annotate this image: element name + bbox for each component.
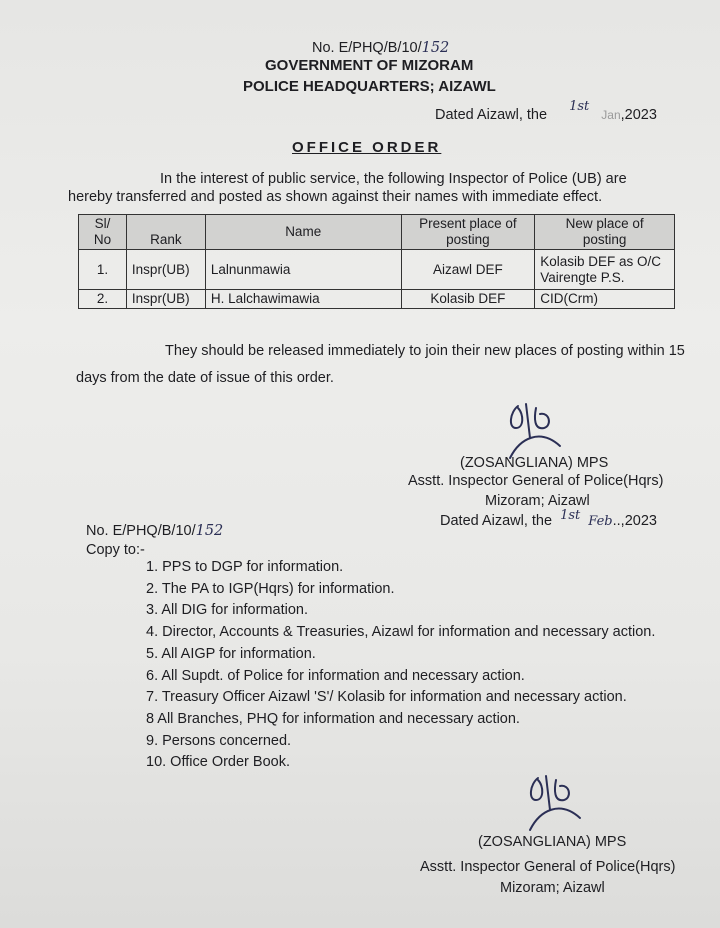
signatory1-date-month-handwritten: Feb [588, 514, 613, 529]
row1-new-line1: Kolasib DEF as O/C [540, 253, 662, 269]
signatory2-designation: Asstt. Inspector General of Police(Hqrs) [420, 859, 676, 875]
signatory2-name: (ZOSANGLIANA) MPS [478, 834, 627, 850]
signatory1-date-prefix: Dated Aizawl, the [440, 513, 553, 529]
copy-reference-number [86, 522, 223, 540]
order-date-prefix: Dated Aizawl, the [435, 107, 548, 123]
header-sl-line2: No [93, 232, 112, 247]
copy-to-heading: Copy to:- [86, 542, 145, 558]
table-row [79, 250, 675, 290]
row1-sl: 1. [79, 250, 127, 290]
release-paragraph-line1: They should be released immediately to join their new places of posting within 15 [165, 343, 685, 359]
list-item: 5. All AIGP for information. [146, 645, 316, 662]
signatory1-name: (ZOSANGLIANA) MPS [460, 455, 609, 471]
list-item: 1. PPS to DGP for information. [146, 559, 344, 575]
order-date-day-handwritten: 1st [569, 99, 590, 114]
signatory1-date [440, 508, 657, 531]
signatory2-place: Mizoram; Aizawl [500, 880, 605, 896]
header-rank-label: Rank [150, 232, 182, 247]
order-date-year: ,2023 [620, 107, 657, 123]
intro-paragraph-line2: hereby transferred and posted as shown against their names with immediate effect. [68, 189, 603, 205]
copy-to-list [146, 557, 655, 774]
header-new-line2: posting [582, 232, 627, 247]
release-paragraph-line2: days from the date of issue of this order. [76, 370, 334, 386]
header-new-line1: New place of [565, 216, 644, 231]
header-name [205, 215, 401, 250]
row1-present: Aizawl DEF [401, 250, 535, 290]
table-header-row [79, 215, 675, 250]
header-new-posting [535, 215, 675, 250]
page-title: OFFICE ORDER [292, 139, 442, 156]
signatory1-date-year: ..,2023 [612, 513, 657, 529]
row2-new: CID(Crm) [535, 290, 675, 309]
row1-new [535, 250, 675, 290]
office-heading: POLICE HEADQUARTERS; AIZAWL [243, 78, 496, 95]
intro-paragraph-line1: In the interest of public service, the following Inspector of Police (UB) are [160, 171, 627, 187]
list-item: 10. Office Order Book. [146, 754, 290, 771]
list-item: 8 All Branches, PHQ for information and necessary action. [146, 710, 520, 727]
order-date-month-stamp: Jan [601, 108, 621, 122]
header-name-label: Name [285, 224, 322, 239]
transfer-table [78, 214, 675, 309]
row2-present: Kolasib DEF [401, 290, 535, 309]
signatory1-place: Mizoram; Aizawl [485, 493, 590, 509]
row2-rank: Inspr(UB) [126, 290, 205, 309]
signatory1-date-day-handwritten: 1st [560, 508, 581, 523]
order-date [435, 99, 657, 125]
list-item: 9. Persons concerned. [146, 732, 292, 749]
list-item: 2. The PA to IGP(Hqrs) for information. [146, 580, 395, 597]
table-row [79, 290, 675, 309]
list-item: 3. All DIG for information. [146, 602, 308, 619]
government-heading: GOVERNMENT OF MIZORAM [265, 57, 474, 74]
header-sl-no [79, 215, 127, 250]
row1-name: Lalnunmawia [205, 250, 401, 290]
signatory1-designation: Asstt. Inspector General of Police(Hqrs) [408, 473, 664, 489]
copy-reference-prefix: No. E/PHQ/B/10/ [86, 523, 196, 539]
header-rank [126, 215, 205, 250]
list-item: 4. Director, Accounts & Treasuries, Aizawl for information and necessary action. [146, 624, 656, 641]
row1-rank: Inspr(UB) [126, 250, 205, 290]
row2-sl: 2. [79, 290, 127, 309]
list-item: 7. Treasury Officer Aizawl 'S'/ Kolasib for information and necessary action. [146, 689, 627, 706]
row2-name: H. Lalchawimawia [205, 290, 401, 309]
reference-number [312, 39, 449, 57]
header-present-line1: Present place of [419, 216, 517, 231]
header-present-posting [401, 215, 535, 250]
row1-new-line2: Vairengte P.S. [540, 269, 625, 285]
reference-handwritten-number: 152 [421, 40, 450, 56]
copy-reference-handwritten-number: 152 [195, 523, 224, 539]
header-present-line2: posting [446, 232, 490, 247]
reference-prefix: No. E/PHQ/B/10/ [312, 40, 422, 56]
header-sl-line1: Sl/ [94, 216, 111, 231]
signature-mark [510, 770, 600, 840]
list-item: 6. All Supdt. of Police for information and necessary action. [146, 667, 525, 684]
